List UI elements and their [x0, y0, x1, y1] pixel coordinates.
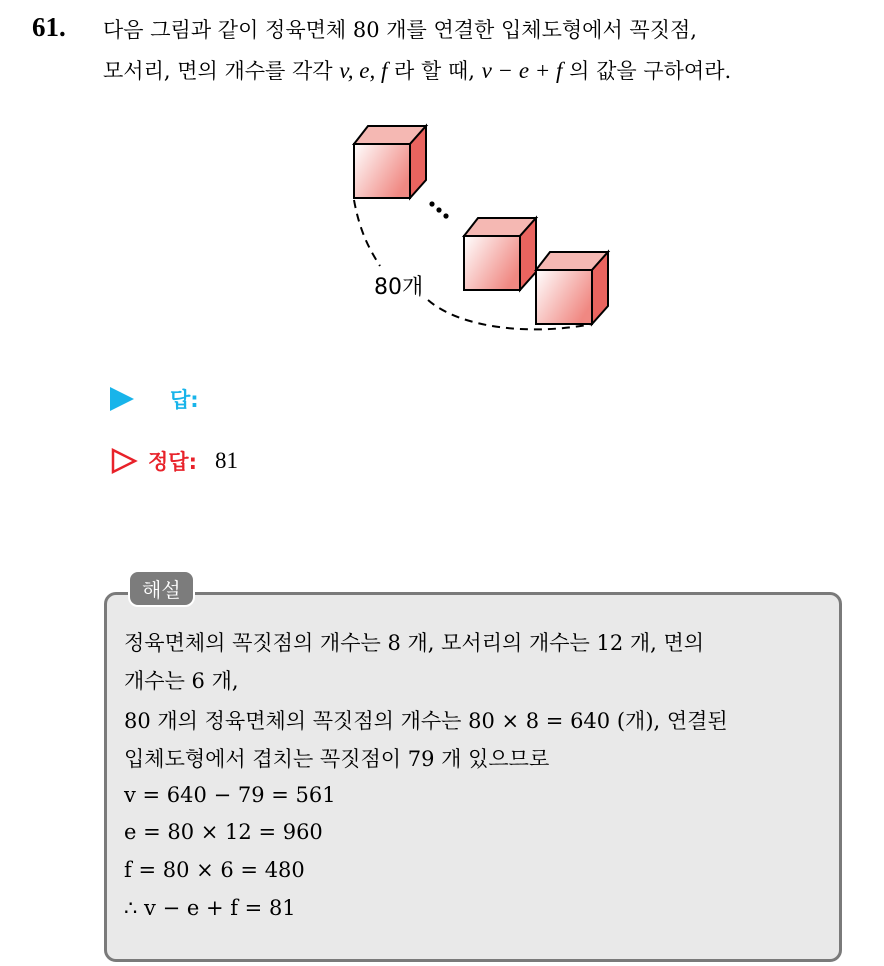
- question-text-part: 라 할 때,: [387, 59, 482, 83]
- solution-line: 80 개의 정육면체의 꼭짓점의 개수는 80 × 8 = 640 (개), 연결된: [124, 709, 728, 733]
- correct-answer-row: [110, 446, 238, 476]
- question-text-line-2: [103, 55, 731, 85]
- euler-expression: v − e + f: [481, 58, 563, 83]
- solution-equation-f: f = 80 × 6 = 480: [124, 858, 305, 882]
- correct-answer-value: 81: [214, 448, 238, 473]
- cube-second: [464, 218, 536, 290]
- answer-row: [110, 384, 199, 414]
- solution-line: 개수는 6 개,: [124, 669, 239, 693]
- question-text-line-1: 다음 그림과 같이 정육면체 80 개를 연결한 입체도형에서 꼭짓점,: [103, 18, 697, 42]
- cube-last: [536, 252, 608, 324]
- correct-answer-label: 정답:: [148, 450, 197, 474]
- question-text-part: 의 값을 구하여라.: [562, 59, 732, 83]
- play-outline-icon: [110, 447, 138, 475]
- solution-equation-e: e = 80 × 12 = 960: [124, 820, 323, 844]
- solution-line: 정육면체의 꼭짓점의 개수는 8 개, 모서리의 개수는 12 개, 면의: [124, 631, 705, 655]
- solution-equation-v: v = 640 − 79 = 561: [124, 783, 336, 807]
- variables-list: v, e, f: [339, 58, 388, 83]
- solution-conclusion: ∴ v − e + f = 81: [124, 896, 296, 920]
- question-number: 61.: [32, 12, 66, 42]
- cubes-figure: [340, 118, 620, 348]
- count-label: 80개: [374, 275, 424, 300]
- solution-line: 입체도형에서 겹치는 꼭짓점이 79 개 있으므로: [124, 747, 550, 771]
- play-icon: [110, 387, 134, 411]
- ellipsis-dots: [429, 201, 448, 218]
- question-text-part: 모서리, 면의 개수를 각각: [103, 59, 340, 83]
- cube-first: [354, 126, 426, 198]
- solution-tag: 해설: [128, 570, 195, 607]
- answer-label: 답:: [170, 388, 199, 412]
